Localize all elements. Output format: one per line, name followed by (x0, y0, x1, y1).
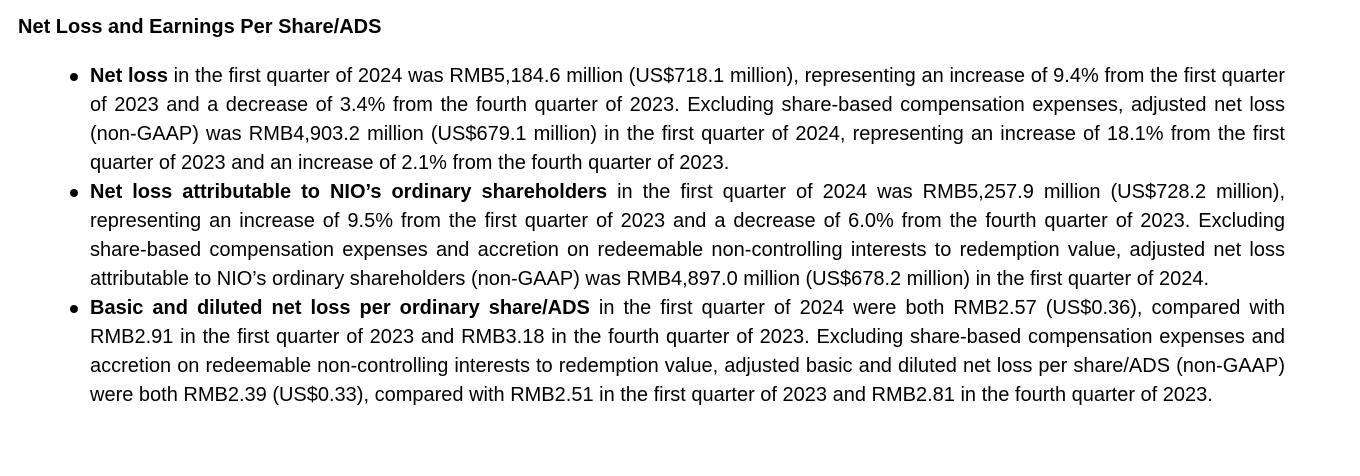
bullet-text: in the first quarter of 2024 was RMB5,257.9 million (US$728.2 million), representing an increase of 9.5% from the first quarter of 2023 and a decrease of 6.0% from the fourth quarter of 2023. Excluding share-based compensation expenses and accretion on redeemable non-controlling interests to redemption value, adjusted net loss attributable to NIO’s ordinary shareholders (non-GAAP) was RMB4,897.0 million (US$678.2 million) in the first quarter of 2024. (90, 181, 1285, 290)
bullet-dot-icon (70, 73, 78, 81)
bullet-item-net-loss (90, 62, 1285, 178)
section-heading: Net Loss and Earnings Per Share/ADS (18, 16, 382, 38)
bullet-term: Net loss (90, 65, 168, 87)
bullet-item-net-loss-attributable (90, 178, 1285, 294)
bullet-term: Basic and diluted net loss per ordinary share/ADS (90, 297, 590, 319)
bullet-text: in the first quarter of 2024 was RMB5,184.6 million (US$718.1 million), representing an increase of 9.4% from the first quarter of 2023 and a decrease of 3.4% from the fourth quarter of 2023. Excluding share-based compensation expenses, adjusted net loss (non-GAAP) was RMB4,903.2 million (US$679.1 million) in the first quarter of 2024, representing an increase of 18.1% from the first quarter of 2023 and an increase of 2.1% from the fourth quarter of 2023. (90, 65, 1285, 174)
bullet-dot-icon (70, 305, 78, 313)
bullet-dot-icon (70, 189, 78, 197)
bullet-list (90, 62, 1285, 410)
bullet-item-net-loss-per-share (90, 294, 1285, 410)
bullet-text: in the first quarter of 2024 were both RMB2.57 (US$0.36), compared with RMB2.91 in the first quarter of 2023 and RMB3.18 in the fourth quarter of 2023. Excluding share-based compensation expenses and accretion on redeemable non-controlling interests to redemption value, adjusted basic and diluted net loss per share/ADS (non-GAAP) were both RMB2.39 (US$0.33), compared with RMB2.51 in the first quarter of 2023 and RMB2.81 in the fourth quarter of 2023. (90, 297, 1285, 406)
bullet-term: Net loss attributable to NIO’s ordinary shareholders (90, 181, 608, 203)
